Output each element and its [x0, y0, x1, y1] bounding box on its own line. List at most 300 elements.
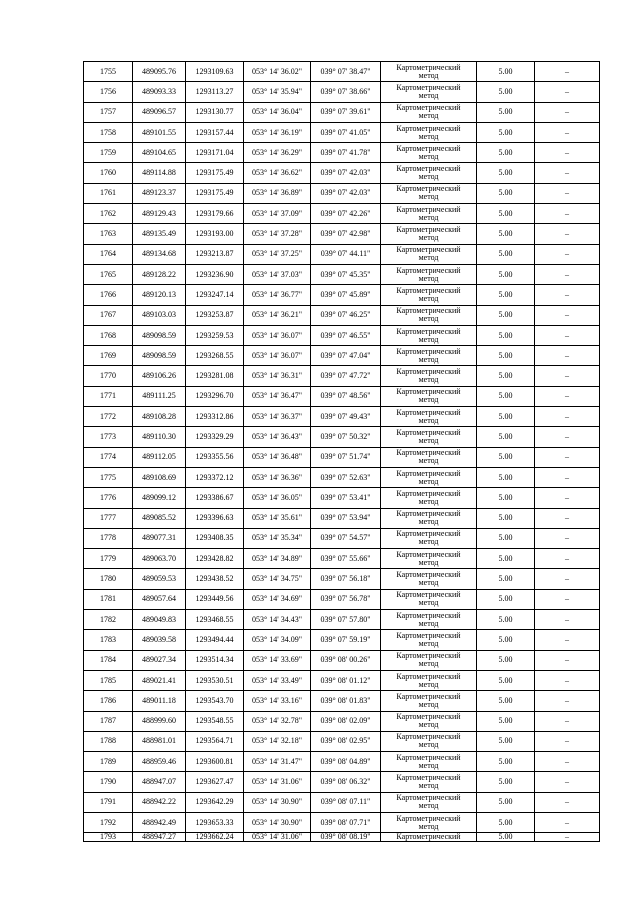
- longitude-cell: 039° 08' 00.26": [311, 650, 381, 670]
- method-line1: Картометрический: [396, 752, 461, 762]
- longitude-cell: 039° 07' 46.25": [311, 305, 381, 325]
- accuracy-cell: 5.00: [477, 447, 535, 467]
- method-cell: [381, 589, 477, 609]
- table-row: [84, 102, 600, 122]
- latitude-cell: 053° 14' 37.28": [244, 224, 311, 244]
- x-coordinate-cell: 488959.46: [133, 752, 186, 772]
- x-coordinate-cell: 489129.43: [133, 204, 186, 224]
- accuracy-cell: 5.00: [477, 549, 535, 569]
- x-coordinate-cell: 489106.26: [133, 366, 186, 386]
- method-cell: [381, 488, 477, 508]
- table-row: [84, 549, 600, 569]
- y-coordinate-cell: 1293468.55: [186, 610, 244, 630]
- method-line1: Картометрический: [396, 549, 461, 559]
- longitude-cell: 039° 08' 08.19": [311, 833, 381, 842]
- accuracy-cell: 5.00: [477, 731, 535, 751]
- accuracy-cell: 5.00: [477, 82, 535, 102]
- note-cell: –: [535, 772, 600, 792]
- latitude-cell: 053° 14' 36.05": [244, 488, 311, 508]
- y-coordinate-cell: 1293449.56: [186, 589, 244, 609]
- point-number-cell: 1770: [84, 366, 133, 386]
- method-cell: [381, 833, 477, 842]
- y-coordinate-cell: 1293428.82: [186, 549, 244, 569]
- latitude-cell: 053° 14' 36.07": [244, 325, 311, 345]
- latitude-cell: 053° 14' 37.25": [244, 244, 311, 264]
- point-number-cell: 1778: [84, 528, 133, 548]
- longitude-cell: 039° 07' 39.61": [311, 102, 381, 122]
- method-line1: Картометрический: [396, 184, 461, 194]
- point-number-cell: 1757: [84, 102, 133, 122]
- y-coordinate-cell: 1293564.71: [186, 731, 244, 751]
- point-number-cell: 1760: [84, 163, 133, 183]
- longitude-cell: 039° 07' 47.72": [311, 366, 381, 386]
- y-coordinate-cell: 1293514.34: [186, 650, 244, 670]
- longitude-cell: 039° 08' 01.83": [311, 691, 381, 711]
- method-line1: Картометрический: [396, 712, 461, 722]
- longitude-cell: 039° 07' 45.89": [311, 285, 381, 305]
- table-row: [84, 731, 600, 751]
- latitude-cell: 053° 14' 36.37": [244, 407, 311, 427]
- method-line1: Картометрический: [396, 367, 461, 377]
- y-coordinate-cell: 1293171.04: [186, 143, 244, 163]
- table-row: [84, 467, 600, 487]
- note-cell: –: [535, 752, 600, 772]
- latitude-cell: 053° 14' 37.09": [244, 204, 311, 224]
- note-cell: –: [535, 122, 600, 142]
- x-coordinate-cell: 489104.65: [133, 143, 186, 163]
- accuracy-cell: 5.00: [477, 325, 535, 345]
- method-line1: Картометрический: [396, 245, 461, 255]
- x-coordinate-cell: 488942.22: [133, 792, 186, 812]
- x-coordinate-cell: 489049.83: [133, 610, 186, 630]
- method-line1: Картометрический: [396, 610, 461, 620]
- method-line1: Картометрический: [396, 225, 461, 235]
- method-cell: [381, 366, 477, 386]
- method-cell: [381, 386, 477, 406]
- method-cell: [381, 407, 477, 427]
- accuracy-cell: 5.00: [477, 488, 535, 508]
- method-line2: метод: [418, 90, 439, 100]
- method-cell: [381, 569, 477, 589]
- table-row: [84, 244, 600, 264]
- longitude-cell: 039° 07' 49.43": [311, 407, 381, 427]
- method-line2: метод: [418, 415, 439, 425]
- longitude-cell: 039° 08' 01.12": [311, 670, 381, 690]
- y-coordinate-cell: 1293193.00: [186, 224, 244, 244]
- note-cell: –: [535, 488, 600, 508]
- method-line1: Картометрический: [396, 204, 461, 214]
- y-coordinate-cell: 1293408.35: [186, 528, 244, 548]
- table-row: [84, 204, 600, 224]
- latitude-cell: 053° 14' 31.06": [244, 833, 311, 842]
- note-cell: –: [535, 366, 600, 386]
- table-row: [84, 691, 600, 711]
- latitude-cell: 053° 14' 30.90": [244, 792, 311, 812]
- longitude-cell: 039° 07' 57.80": [311, 610, 381, 630]
- point-number-cell: 1779: [84, 549, 133, 569]
- point-number-cell: 1781: [84, 589, 133, 609]
- note-cell: –: [535, 630, 600, 650]
- longitude-cell: 039° 08' 02.95": [311, 731, 381, 751]
- accuracy-cell: 5.00: [477, 386, 535, 406]
- y-coordinate-cell: 1293157.44: [186, 122, 244, 142]
- method-cell: [381, 731, 477, 751]
- method-line1: Картометрический: [396, 103, 461, 113]
- longitude-cell: 039° 07' 50.32": [311, 427, 381, 447]
- method-cell: [381, 772, 477, 792]
- method-line1: Картометрический: [396, 773, 461, 783]
- method-line1: Картометрический: [396, 123, 461, 133]
- longitude-cell: 039° 08' 07.71": [311, 812, 381, 832]
- note-cell: –: [535, 508, 600, 528]
- longitude-cell: 039° 08' 07.11": [311, 792, 381, 812]
- method-line1: Картометрический: [396, 62, 461, 72]
- accuracy-cell: 5.00: [477, 62, 535, 82]
- accuracy-cell: 5.00: [477, 407, 535, 427]
- accuracy-cell: 5.00: [477, 812, 535, 832]
- note-cell: –: [535, 589, 600, 609]
- method-line2: метод: [418, 172, 439, 182]
- table-row: [84, 305, 600, 325]
- y-coordinate-cell: 1293213.87: [186, 244, 244, 264]
- method-line2: метод: [418, 801, 439, 811]
- accuracy-cell: 5.00: [477, 630, 535, 650]
- note-cell: –: [535, 143, 600, 163]
- latitude-cell: 053° 14' 36.43": [244, 427, 311, 447]
- y-coordinate-cell: 1293543.70: [186, 691, 244, 711]
- y-coordinate-cell: 1293236.90: [186, 264, 244, 284]
- longitude-cell: 039° 07' 48.56": [311, 386, 381, 406]
- latitude-cell: 053° 14' 37.03": [244, 264, 311, 284]
- point-number-cell: 1780: [84, 569, 133, 589]
- longitude-cell: 039° 07' 53.41": [311, 488, 381, 508]
- latitude-cell: 053° 14' 34.43": [244, 610, 311, 630]
- table-row: [84, 224, 600, 244]
- method-line2: метод: [418, 354, 439, 364]
- accuracy-cell: 5.00: [477, 792, 535, 812]
- accuracy-cell: 5.00: [477, 772, 535, 792]
- table-row: [84, 82, 600, 102]
- method-line1: Картометрический: [396, 143, 461, 153]
- x-coordinate-cell: 489099.12: [133, 488, 186, 508]
- longitude-cell: 039° 07' 42.03": [311, 183, 381, 203]
- accuracy-cell: 5.00: [477, 691, 535, 711]
- latitude-cell: 053° 14' 36.48": [244, 447, 311, 467]
- note-cell: –: [535, 528, 600, 548]
- point-number-cell: 1792: [84, 812, 133, 832]
- y-coordinate-cell: 1293253.87: [186, 305, 244, 325]
- point-number-cell: 1761: [84, 183, 133, 203]
- accuracy-cell: 5.00: [477, 163, 535, 183]
- accuracy-cell: 5.00: [477, 569, 535, 589]
- longitude-cell: 039° 08' 06.32": [311, 772, 381, 792]
- note-cell: –: [535, 82, 600, 102]
- note-cell: –: [535, 467, 600, 487]
- x-coordinate-cell: 489128.22: [133, 264, 186, 284]
- x-coordinate-cell: 489093.33: [133, 82, 186, 102]
- point-number-cell: 1783: [84, 630, 133, 650]
- accuracy-cell: 5.00: [477, 833, 535, 842]
- method-cell: [381, 143, 477, 163]
- method-cell: [381, 224, 477, 244]
- method-line1: Картометрический: [396, 285, 461, 295]
- method-cell: [381, 792, 477, 812]
- latitude-cell: 053° 14' 36.04": [244, 102, 311, 122]
- x-coordinate-cell: 489027.34: [133, 650, 186, 670]
- note-cell: –: [535, 833, 600, 842]
- table-row: [84, 792, 600, 812]
- accuracy-cell: 5.00: [477, 670, 535, 690]
- method-line2: метод: [418, 435, 439, 445]
- note-cell: –: [535, 731, 600, 751]
- method-line1: Картометрический: [396, 448, 461, 458]
- y-coordinate-cell: 1293113.27: [186, 82, 244, 102]
- x-coordinate-cell: 489085.52: [133, 508, 186, 528]
- longitude-cell: 039° 07' 56.78": [311, 589, 381, 609]
- latitude-cell: 053° 14' 34.75": [244, 569, 311, 589]
- accuracy-cell: 5.00: [477, 224, 535, 244]
- note-cell: –: [535, 183, 600, 203]
- table-body: [84, 62, 600, 842]
- y-coordinate-cell: 1293627.47: [186, 772, 244, 792]
- x-coordinate-cell: 489059.53: [133, 569, 186, 589]
- method-cell: [381, 670, 477, 690]
- note-cell: –: [535, 792, 600, 812]
- y-coordinate-cell: 1293386.67: [186, 488, 244, 508]
- accuracy-cell: 5.00: [477, 427, 535, 447]
- accuracy-cell: 5.00: [477, 285, 535, 305]
- table-row: [84, 812, 600, 832]
- accuracy-cell: 5.00: [477, 244, 535, 264]
- table-row: [84, 670, 600, 690]
- y-coordinate-cell: 1293175.49: [186, 183, 244, 203]
- latitude-cell: 053° 14' 35.61": [244, 508, 311, 528]
- method-line2: метод: [418, 517, 439, 527]
- point-number-cell: 1769: [84, 346, 133, 366]
- longitude-cell: 039° 07' 38.66": [311, 82, 381, 102]
- note-cell: –: [535, 163, 600, 183]
- method-cell: [381, 508, 477, 528]
- method-line1: Картометрический: [396, 590, 461, 600]
- table-row: [84, 285, 600, 305]
- method-line2: метод: [418, 578, 439, 588]
- y-coordinate-cell: 1293259.53: [186, 325, 244, 345]
- x-coordinate-cell: 489123.37: [133, 183, 186, 203]
- point-number-cell: 1793: [84, 833, 133, 842]
- latitude-cell: 053° 14' 36.36": [244, 467, 311, 487]
- method-line1: Картометрический: [396, 832, 461, 842]
- y-coordinate-cell: 1293312.86: [186, 407, 244, 427]
- note-cell: –: [535, 305, 600, 325]
- method-cell: [381, 204, 477, 224]
- method-line2: метод: [418, 192, 439, 202]
- x-coordinate-cell: 489098.59: [133, 346, 186, 366]
- method-cell: [381, 447, 477, 467]
- y-coordinate-cell: 1293653.33: [186, 812, 244, 832]
- method-line2: метод: [418, 375, 439, 385]
- longitude-cell: 039° 07' 55.66": [311, 549, 381, 569]
- longitude-cell: 039° 07' 53.94": [311, 508, 381, 528]
- method-cell: [381, 812, 477, 832]
- note-cell: –: [535, 62, 600, 82]
- table-row: [84, 833, 600, 842]
- point-number-cell: 1771: [84, 386, 133, 406]
- method-cell: [381, 102, 477, 122]
- latitude-cell: 053° 14' 36.47": [244, 386, 311, 406]
- table-row: [84, 366, 600, 386]
- latitude-cell: 053° 14' 34.09": [244, 630, 311, 650]
- method-cell: [381, 305, 477, 325]
- method-cell: [381, 691, 477, 711]
- method-line1: Картометрический: [396, 387, 461, 397]
- point-number-cell: 1767: [84, 305, 133, 325]
- x-coordinate-cell: 489101.55: [133, 122, 186, 142]
- x-coordinate-cell: 489096.57: [133, 102, 186, 122]
- method-line1: Картометрический: [396, 529, 461, 539]
- note-cell: –: [535, 569, 600, 589]
- longitude-cell: 039° 07' 44.11": [311, 244, 381, 264]
- note-cell: –: [535, 812, 600, 832]
- method-line2: метод: [418, 557, 439, 567]
- point-number-cell: 1756: [84, 82, 133, 102]
- method-line2: метод: [418, 760, 439, 770]
- x-coordinate-cell: 489112.05: [133, 447, 186, 467]
- point-number-cell: 1786: [84, 691, 133, 711]
- note-cell: –: [535, 325, 600, 345]
- latitude-cell: 053° 14' 36.31": [244, 366, 311, 386]
- method-line2: метод: [418, 720, 439, 730]
- point-number-cell: 1774: [84, 447, 133, 467]
- method-line1: Картометрический: [396, 793, 461, 803]
- method-cell: [381, 264, 477, 284]
- y-coordinate-cell: 1293530.51: [186, 670, 244, 690]
- method-cell: [381, 630, 477, 650]
- point-number-cell: 1790: [84, 772, 133, 792]
- latitude-cell: 053° 14' 33.16": [244, 691, 311, 711]
- coordinates-table-page: [83, 61, 599, 842]
- longitude-cell: 039° 07' 45.35": [311, 264, 381, 284]
- y-coordinate-cell: 1293494.44: [186, 630, 244, 650]
- accuracy-cell: 5.00: [477, 711, 535, 731]
- point-number-cell: 1788: [84, 731, 133, 751]
- method-cell: [381, 82, 477, 102]
- note-cell: –: [535, 244, 600, 264]
- latitude-cell: 053° 14' 36.62": [244, 163, 311, 183]
- accuracy-cell: 5.00: [477, 122, 535, 142]
- longitude-cell: 039° 07' 51.74": [311, 447, 381, 467]
- accuracy-cell: 5.00: [477, 650, 535, 670]
- x-coordinate-cell: 488947.27: [133, 833, 186, 842]
- table-row: [84, 143, 600, 163]
- method-line2: метод: [418, 395, 439, 405]
- method-cell: [381, 427, 477, 447]
- method-line2: метод: [418, 273, 439, 283]
- point-number-cell: 1759: [84, 143, 133, 163]
- method-cell: [381, 346, 477, 366]
- y-coordinate-cell: 1293179.66: [186, 204, 244, 224]
- table-row: [84, 447, 600, 467]
- latitude-cell: 053° 14' 31.06": [244, 772, 311, 792]
- y-coordinate-cell: 1293355.56: [186, 447, 244, 467]
- method-line1: Картометрический: [396, 651, 461, 661]
- table-row: [84, 528, 600, 548]
- latitude-cell: 053° 14' 36.77": [244, 285, 311, 305]
- accuracy-cell: 5.00: [477, 366, 535, 386]
- latitude-cell: 053° 14' 36.19": [244, 122, 311, 142]
- accuracy-cell: 5.00: [477, 264, 535, 284]
- y-coordinate-cell: 1293438.52: [186, 569, 244, 589]
- method-line2: метод: [418, 334, 439, 344]
- point-number-cell: 1787: [84, 711, 133, 731]
- x-coordinate-cell: 489098.59: [133, 325, 186, 345]
- method-line2: метод: [418, 781, 439, 791]
- table-row: [84, 569, 600, 589]
- table-row: [84, 630, 600, 650]
- x-coordinate-cell: 489021.41: [133, 670, 186, 690]
- method-line2: метод: [418, 598, 439, 608]
- x-coordinate-cell: 488981.01: [133, 731, 186, 751]
- note-cell: –: [535, 407, 600, 427]
- table-row: [84, 752, 600, 772]
- y-coordinate-cell: 1293662.24: [186, 833, 244, 842]
- table-row: [84, 386, 600, 406]
- x-coordinate-cell: 488999.60: [133, 711, 186, 731]
- note-cell: –: [535, 264, 600, 284]
- y-coordinate-cell: 1293642.29: [186, 792, 244, 812]
- table-row: [84, 183, 600, 203]
- method-line2: метод: [418, 699, 439, 709]
- method-cell: [381, 752, 477, 772]
- method-line1: Картометрический: [396, 346, 461, 356]
- latitude-cell: 053° 14' 36.29": [244, 143, 311, 163]
- method-line2: метод: [418, 618, 439, 628]
- longitude-cell: 039° 07' 59.19": [311, 630, 381, 650]
- point-number-cell: 1789: [84, 752, 133, 772]
- x-coordinate-cell: 489135.49: [133, 224, 186, 244]
- point-number-cell: 1763: [84, 224, 133, 244]
- accuracy-cell: 5.00: [477, 204, 535, 224]
- y-coordinate-cell: 1293372.12: [186, 467, 244, 487]
- method-line1: Картометрический: [396, 630, 461, 640]
- accuracy-cell: 5.00: [477, 467, 535, 487]
- method-line2: метод: [418, 253, 439, 263]
- latitude-cell: 053° 14' 33.69": [244, 650, 311, 670]
- point-number-cell: 1791: [84, 792, 133, 812]
- longitude-cell: 039° 08' 02.09": [311, 711, 381, 731]
- method-line1: Картометрический: [396, 691, 461, 701]
- method-line1: Картометрический: [396, 164, 461, 174]
- coordinates-table: [83, 61, 600, 842]
- method-line2: метод: [418, 537, 439, 547]
- note-cell: –: [535, 346, 600, 366]
- x-coordinate-cell: 489057.64: [133, 589, 186, 609]
- point-number-cell: 1758: [84, 122, 133, 142]
- point-number-cell: 1755: [84, 62, 133, 82]
- point-number-cell: 1776: [84, 488, 133, 508]
- point-number-cell: 1784: [84, 650, 133, 670]
- point-number-cell: 1782: [84, 610, 133, 630]
- table-row: [84, 427, 600, 447]
- note-cell: –: [535, 427, 600, 447]
- x-coordinate-cell: 489108.69: [133, 467, 186, 487]
- point-number-cell: 1777: [84, 508, 133, 528]
- longitude-cell: 039° 07' 46.55": [311, 325, 381, 345]
- method-line2: метод: [418, 293, 439, 303]
- y-coordinate-cell: 1293130.77: [186, 102, 244, 122]
- method-line1: Картометрический: [396, 306, 461, 316]
- point-number-cell: 1764: [84, 244, 133, 264]
- method-cell: [381, 285, 477, 305]
